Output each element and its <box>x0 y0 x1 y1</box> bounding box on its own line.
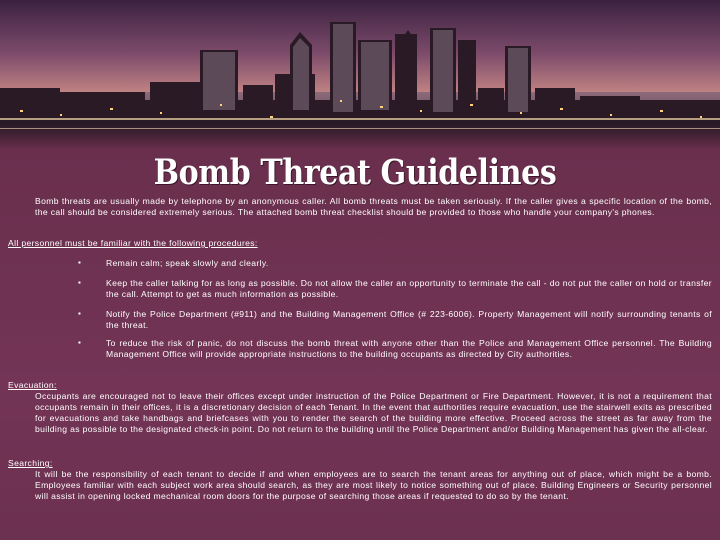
bullet-icon: ▪ <box>78 278 81 287</box>
procedures-heading: All personnel must be familiar with the following procedures: <box>8 238 258 248</box>
page-title: Bomb Threat Guidelines <box>153 152 557 193</box>
searching-paragraph: It will be the responsibility of each tenant to decide if and when employees are to search the tenant areas for anything out of place, which might be a bomb. Employees familiar with each subject work area should search, as they are most likely to notice something out of place. Building Engineers or Security personnel will assist in opening locked mechanical room doors for the purpose of searching those areas if requested to do so by the tenant. <box>35 469 712 501</box>
procedure-text: To reduce the risk of panic, do not discuss the bomb threat with anyone other than the Police and Management Office personnel. The Building Management Office will provide appropriate instructions to the building occupants as directed by City authorities. <box>106 338 712 359</box>
intro-paragraph: Bomb threats are usually made by telephone by an anonymous caller. All bomb threats must be taken seriously. If the caller gives a specific location of the bomb, the call should be considered extremely serious. The attached bomb threat checklist should be provided to those who handle your company's phones. <box>35 196 712 217</box>
evacuation-paragraph: Occupants are encouraged not to leave their offices except under instruction of the Police Department or Fire Department. However, it is not a requirement that occupants remain in their offices, it is a discretionary decision of each Tenant. In the event that authorities require evacuation, use the stairwell exits as prescribed for evacuations and take handbags and briefcases with you to render the search of the building more effective. Proceed across the street as far away from the building as possible to the designated check-in point. Do not return to the building until the Police Department and/or Building Management has given the all-clear. <box>35 391 712 434</box>
evacuation-heading: Evacuation: <box>8 380 57 390</box>
bullet-icon: ▪ <box>78 338 81 347</box>
bullet-icon: ▪ <box>78 309 81 318</box>
city-skyline-photo <box>0 0 720 150</box>
procedure-text: Notify the Police Department (#911) and the Building Management Office (# 223-6006). Property Management will notify surrounding tenants of the threat. <box>106 309 712 330</box>
procedure-text: Remain calm; speak slowly and clearly. <box>106 258 269 268</box>
bullet-icon: ▪ <box>78 258 81 267</box>
searching-heading: Searching: <box>8 458 53 468</box>
procedure-text: Keep the caller talking for as long as possible. Do not allow the caller an opportunity to terminate the call - do not put the caller on hold or transfer the call. Attempt to get as much information as possible. <box>106 278 712 299</box>
